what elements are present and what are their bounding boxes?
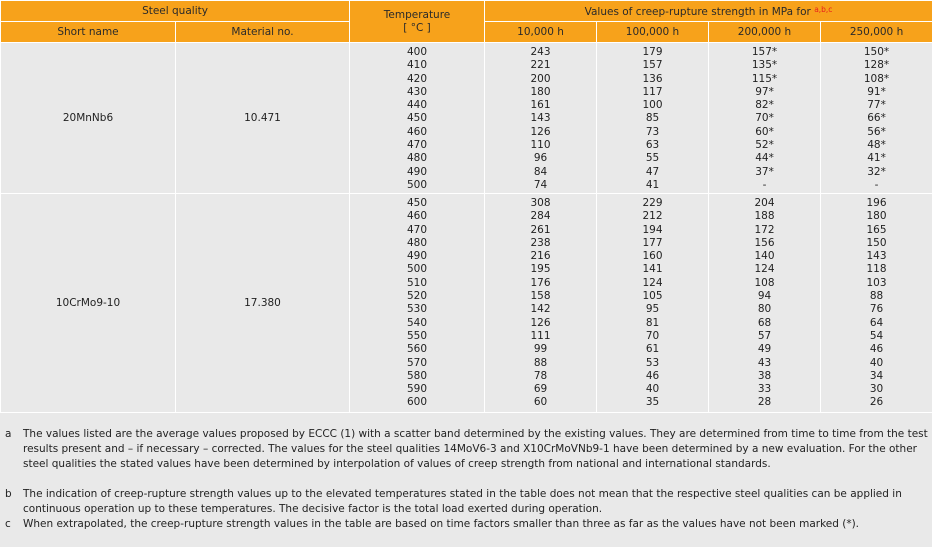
table-row [1, 194, 932, 413]
steel-quality-header: Steel quality [1, 1, 350, 22]
value-cell: 490 [406, 165, 428, 178]
temperature-list [350, 194, 485, 413]
value-cell: 221 [530, 59, 551, 72]
value-cell: 194 [642, 223, 663, 236]
value-cell: 460 [406, 125, 428, 138]
value-cell: 500 [406, 178, 428, 191]
value-cell: 158 [530, 290, 551, 303]
material-no-cell: 10.471 [176, 43, 350, 194]
value-cell: 97* [755, 85, 774, 98]
value-cell: 41* [867, 152, 886, 165]
value-cell: 126 [530, 316, 551, 329]
value-cell: 49 [757, 343, 772, 356]
value-cell: 200 [530, 72, 551, 85]
value-cell: 40 [869, 356, 884, 369]
values-250000h-list [821, 194, 932, 413]
value-cell: 160 [642, 250, 663, 263]
value-cell: 68 [757, 316, 772, 329]
col-10000h-header: 10,000 h [485, 22, 597, 43]
value-cell: 135* [751, 59, 778, 72]
value-cell: 108 [754, 276, 775, 289]
values-10000h-list [485, 43, 597, 194]
value-cell: 40 [645, 383, 660, 396]
value-cell: 60* [755, 125, 774, 138]
value-cell: 196 [866, 197, 887, 209]
value-cell: 180 [866, 210, 887, 223]
steel-group-10crmo9-10 [1, 194, 932, 413]
value-cell: 410 [406, 59, 428, 72]
value-cell: 140 [754, 250, 775, 263]
value-cell: 284 [530, 210, 551, 223]
col-200000h-header: 200,000 h [709, 22, 821, 43]
value-cell: 38 [757, 369, 772, 382]
col-250000h-header: 250,000 h [821, 22, 932, 43]
value-cell: 78 [533, 369, 548, 382]
values-title: Values of creep-rupture strength in MPa for [584, 5, 811, 18]
value-cell: 91* [867, 85, 886, 98]
temperature-header [350, 1, 485, 43]
value-cell: 26 [869, 396, 884, 409]
footnote-text: When extrapolated, the creep-rupture strength values in the table are based on time factors smaller than three as far as the values have not been marked (*). [23, 518, 860, 530]
value-cell: 37* [755, 165, 774, 178]
value-cell: 165 [866, 223, 887, 236]
value-cell: 103 [866, 276, 887, 289]
value-cell: 64 [869, 316, 884, 329]
value-cell: 590 [406, 383, 428, 396]
value-cell: 157* [751, 46, 778, 58]
footnote-text: The values listed are the average values proposed by ECCC (1) with a scatter band determined by the existing values. They are determined from time to time from the test results present and – if necessary – corrected. The values for the steel qualities 14MoV6-3 and X10CrMoVNb9-1 have been determined by a new evaluation. For the other steel qualities the stated values have been determined by interpolation of values of creep strength from national and international standards. [23, 428, 928, 470]
col-100000h-header: 100,000 h [597, 22, 709, 43]
value-cell: 88 [869, 290, 884, 303]
value-cell: 118 [866, 263, 887, 276]
value-cell: 76 [869, 303, 884, 316]
value-cell: 56* [867, 125, 886, 138]
value-cell: 460 [406, 210, 428, 223]
value-cell: 111 [530, 329, 551, 342]
value-cell: 530 [406, 303, 428, 316]
value-cell: 115* [751, 72, 778, 85]
value-cell: 570 [406, 356, 428, 369]
value-cell: 34 [869, 369, 884, 382]
value-cell: 74 [533, 178, 548, 191]
value-cell: 150* [863, 46, 890, 58]
steel-group-20mnnb6 [1, 43, 932, 194]
value-cell: 128* [863, 59, 890, 72]
value-cell: 580 [406, 369, 428, 382]
value-cell: 99 [533, 343, 548, 356]
value-cell: - [874, 178, 879, 191]
material-no-cell: 17.380 [176, 194, 350, 413]
value-cell: 95 [645, 303, 660, 316]
value-cell: 82* [755, 99, 774, 112]
value-cell: 161 [530, 99, 551, 112]
value-cell: 85 [645, 112, 660, 125]
value-cell: 33 [757, 383, 772, 396]
value-cell: 560 [406, 343, 428, 356]
value-cell: 77* [867, 99, 886, 112]
value-cell: 52* [755, 139, 774, 152]
value-cell: 110 [530, 139, 551, 152]
value-cell: 47 [645, 165, 660, 178]
value-cell: 440 [406, 99, 428, 112]
value-cell: 470 [406, 139, 428, 152]
value-cell: 30 [869, 383, 884, 396]
value-cell: 41 [645, 178, 660, 191]
footnote-text: The indication of creep-rupture strength values up to the elevated temperatures stated in the table does not mean that the respective steel qualities can be applied in continuous operation up to these temperatures. The decisive factor is the total load exerted during operation. [23, 488, 902, 515]
value-cell: 57 [757, 329, 772, 342]
value-cell: 100 [642, 99, 663, 112]
value-cell: - [762, 178, 767, 191]
values-100000h-list [597, 194, 709, 413]
value-cell: 143 [866, 250, 887, 263]
value-cell: 450 [406, 112, 428, 125]
short-name-cell: 10CrMo9-10 [1, 194, 176, 413]
values-header [485, 1, 932, 22]
value-cell: 150 [866, 236, 887, 249]
value-cell: 66* [867, 112, 886, 125]
value-cell: 480 [406, 236, 428, 249]
value-cell: 520 [406, 290, 428, 303]
value-cell: 108* [863, 72, 890, 85]
value-cell: 243 [530, 46, 551, 58]
value-cell: 81 [645, 316, 660, 329]
value-cell: 261 [530, 223, 551, 236]
temperature-label: Temperature [383, 8, 451, 21]
value-cell: 141 [642, 263, 663, 276]
value-cell: 84 [533, 165, 548, 178]
value-cell: 54 [869, 329, 884, 342]
temperature-unit: [ °C ] [403, 21, 431, 34]
value-cell: 156 [754, 236, 775, 249]
value-cell: 157 [642, 59, 663, 72]
value-cell: 600 [406, 396, 428, 409]
value-cell: 105 [642, 290, 663, 303]
value-cell: 32* [867, 165, 886, 178]
temperature-list [350, 43, 485, 194]
value-cell: 229 [642, 197, 663, 209]
value-cell: 142 [530, 303, 551, 316]
value-cell: 420 [406, 72, 428, 85]
value-cell: 540 [406, 316, 428, 329]
value-cell: 88 [533, 356, 548, 369]
value-cell: 176 [530, 276, 551, 289]
value-cell: 61 [645, 343, 660, 356]
value-cell: 70* [755, 112, 774, 125]
value-cell: 44* [755, 152, 774, 165]
value-cell: 238 [530, 236, 551, 249]
value-cell: 400 [406, 46, 428, 58]
values-200000h-list [709, 194, 821, 413]
material-no-header: Material no. [176, 22, 350, 43]
value-cell: 180 [530, 85, 551, 98]
value-cell: 53 [645, 356, 660, 369]
value-cell: 46 [645, 369, 660, 382]
footnote-letter: c [5, 518, 11, 530]
footnote-letter: b [5, 488, 12, 500]
value-cell: 510 [406, 276, 428, 289]
value-cell: 188 [754, 210, 775, 223]
value-cell: 550 [406, 329, 428, 342]
value-cell: 124 [754, 263, 775, 276]
value-cell: 43 [757, 356, 772, 369]
footnotes [0, 413, 932, 547]
value-cell: 46 [869, 343, 884, 356]
value-cell: 177 [642, 236, 663, 249]
value-cell: 450 [406, 197, 428, 209]
value-cell: 48* [867, 139, 886, 152]
values-superscript: a,b,c [814, 4, 833, 14]
value-cell: 70 [645, 329, 660, 342]
value-cell: 172 [754, 223, 775, 236]
value-cell: 124 [642, 276, 663, 289]
value-cell: 179 [642, 46, 663, 58]
value-cell: 136 [642, 72, 663, 85]
value-cell: 63 [645, 139, 660, 152]
value-cell: 195 [530, 263, 551, 276]
value-cell: 308 [530, 197, 551, 209]
value-cell: 216 [530, 250, 551, 263]
value-cell: 480 [406, 152, 428, 165]
value-cell: 28 [757, 396, 772, 409]
value-cell: 470 [406, 223, 428, 236]
value-cell: 500 [406, 263, 428, 276]
value-cell: 212 [642, 210, 663, 223]
values-200000h-list [709, 43, 821, 194]
value-cell: 94 [757, 290, 772, 303]
value-cell: 60 [533, 396, 548, 409]
value-cell: 117 [642, 85, 663, 98]
values-250000h-list [821, 43, 932, 194]
value-cell: 126 [530, 125, 551, 138]
footnote-letter: a [5, 428, 12, 440]
value-cell: 204 [754, 197, 775, 209]
value-cell: 55 [645, 152, 660, 165]
value-cell: 490 [406, 250, 428, 263]
values-10000h-list [485, 194, 597, 413]
table-row [1, 43, 932, 194]
short-name-cell: 20MnNb6 [1, 43, 176, 194]
value-cell: 73 [645, 125, 660, 138]
value-cell: 35 [645, 396, 660, 409]
value-cell: 96 [533, 152, 548, 165]
value-cell: 143 [530, 112, 551, 125]
value-cell: 430 [406, 85, 428, 98]
value-cell: 69 [533, 383, 548, 396]
values-100000h-list [597, 43, 709, 194]
short-name-header: Short name [1, 22, 176, 43]
value-cell: 80 [757, 303, 772, 316]
